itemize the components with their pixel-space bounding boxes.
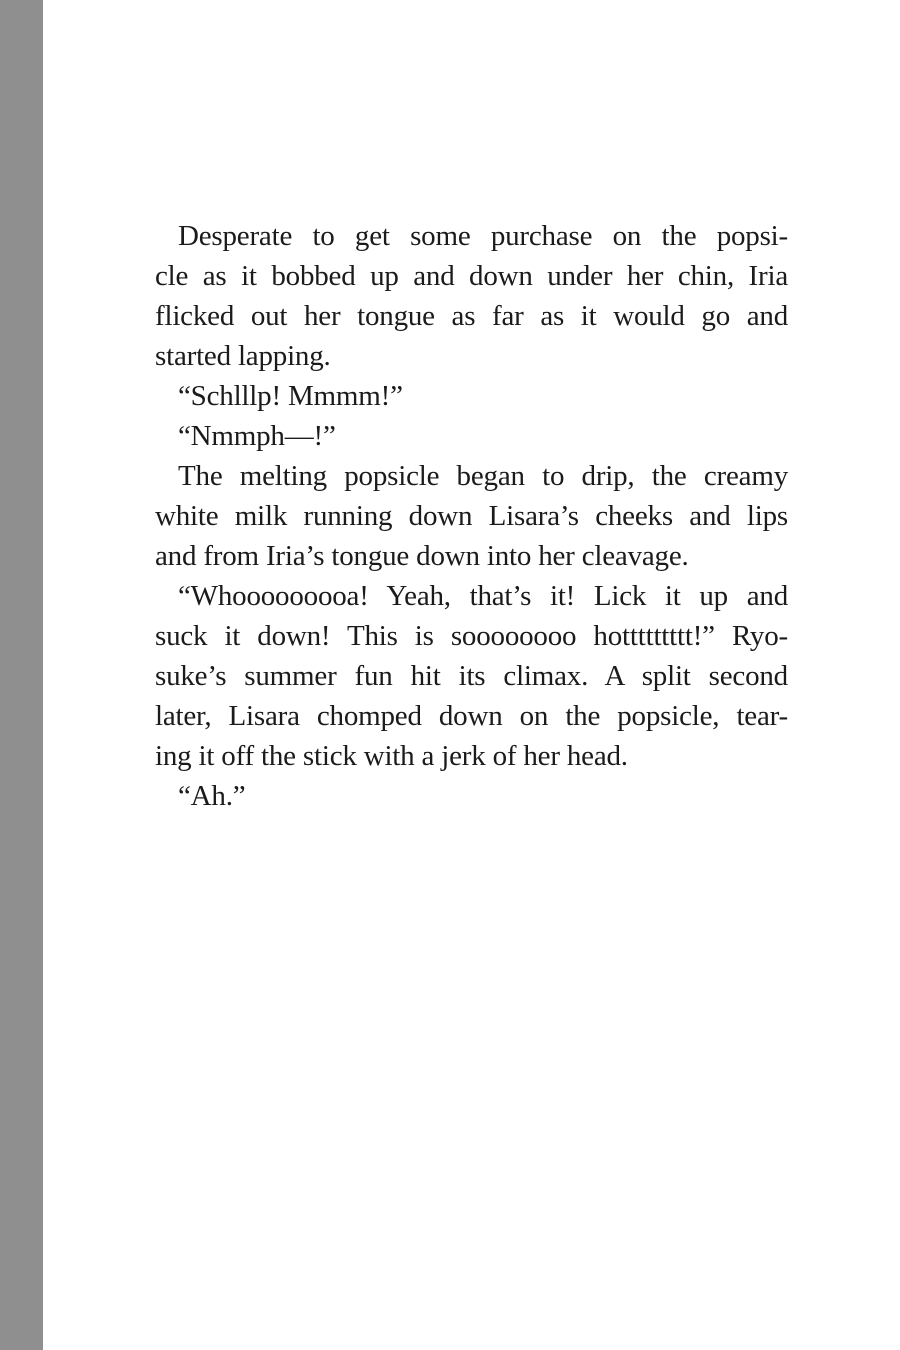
text-line: and from Iria’s tongue down into her cleavage. — [155, 540, 689, 572]
text-line: suck it down! This is soooooooo hottttttttt!” Ryo- — [155, 620, 788, 652]
text-line: “Whooooooooa! Yeah, that’s it! Lick it up and — [178, 580, 788, 612]
text-line: “Ah.” — [178, 780, 246, 812]
text-line: suke’s summer fun hit its climax. A split second — [155, 660, 788, 692]
text-line: “Schlllp! Mmmm!” — [178, 380, 403, 412]
text-line: started lapping. — [155, 340, 331, 372]
text-line: cle as it bobbed up and down under her chin, Iria — [155, 260, 788, 292]
text-line: “Nmmph—!” — [178, 420, 336, 452]
page-text-block — [155, 216, 788, 816]
text-line: later, Lisara chomped down on the popsicle, tear- — [155, 700, 788, 732]
text-line: flicked out her tongue as far as it would go and — [155, 300, 788, 332]
text-line: Desperate to get some purchase on the popsi- — [178, 220, 788, 252]
text-line: ing it off the stick with a jerk of her head. — [155, 740, 628, 772]
page-left-edge-bar — [0, 0, 43, 1350]
text-line: white milk running down Lisara’s cheeks and lips — [155, 500, 788, 532]
book-page — [43, 0, 900, 1350]
text-line: The melting popsicle began to drip, the creamy — [178, 460, 788, 492]
